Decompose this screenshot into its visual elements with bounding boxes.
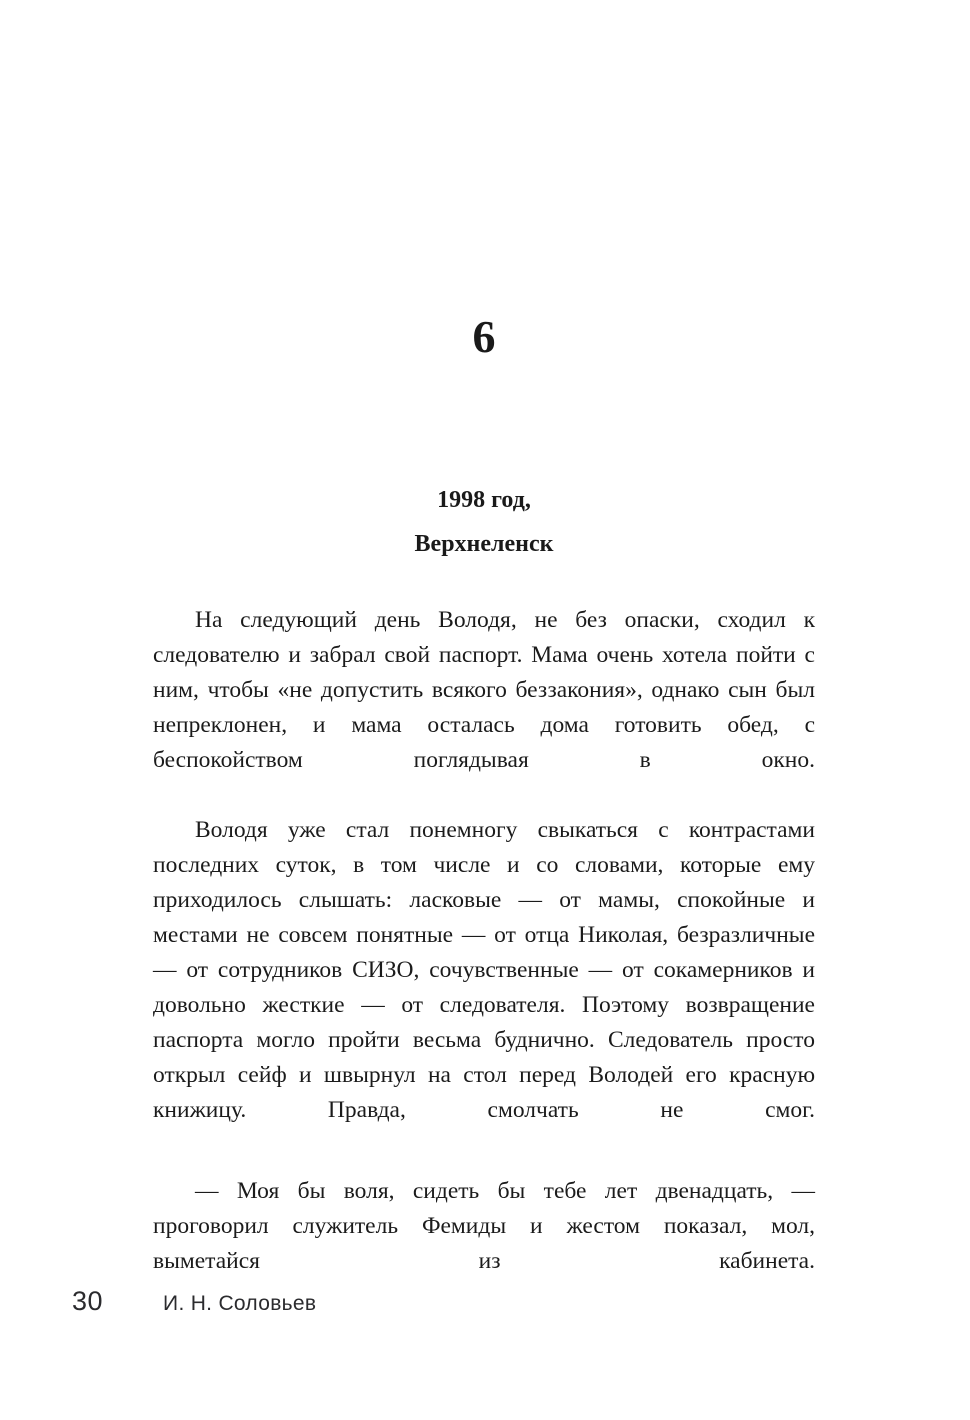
running-head-author: И. Н. Соловьев xyxy=(163,1292,317,1315)
section-heading-year: 1998 год, xyxy=(437,487,531,513)
paragraph: Володя уже стал понемногу свыкаться с контрастами последних суток, в том числе и со словами, которые ему приходилось слышать: ласковые — от мамы, спокойные и местами не совсем понятные — от отца Николая, безразличные — от сотрудников СИЗО, сочувственные — от сокамерников и довольно жесткие — от следователя. Поэтому возвращение паспорта могло пройти весьма буднично. Следователь просто открыл сейф и швырнул на стол перед Володей его красную книжицу. Правда, смолчать не смог. xyxy=(153,817,815,1123)
section-heading xyxy=(153,478,815,566)
section-heading-place: Верхнеленск xyxy=(414,531,554,557)
paragraph: На следующий день Володя, не без опаски, сходил к следователю и забрал свой паспорт. Мама очень хотела пойти с ним, чтобы «не допустить всякого беззакония», однако сын был непреклонен, и мама осталась дома готовить обед, с беспокойством поглядывая в окно. xyxy=(153,607,815,773)
paragraph: — Моя бы воля, сидеть бы тебе лет двенадцать, — проговорил служитель Фемиды и жестом показал, мол, выметайся из кабинета. xyxy=(153,1178,815,1274)
chapter-number: 6 xyxy=(472,311,496,362)
page-number: 30 xyxy=(72,1286,104,1316)
page-footer xyxy=(72,1286,316,1317)
body-text xyxy=(153,603,815,1314)
